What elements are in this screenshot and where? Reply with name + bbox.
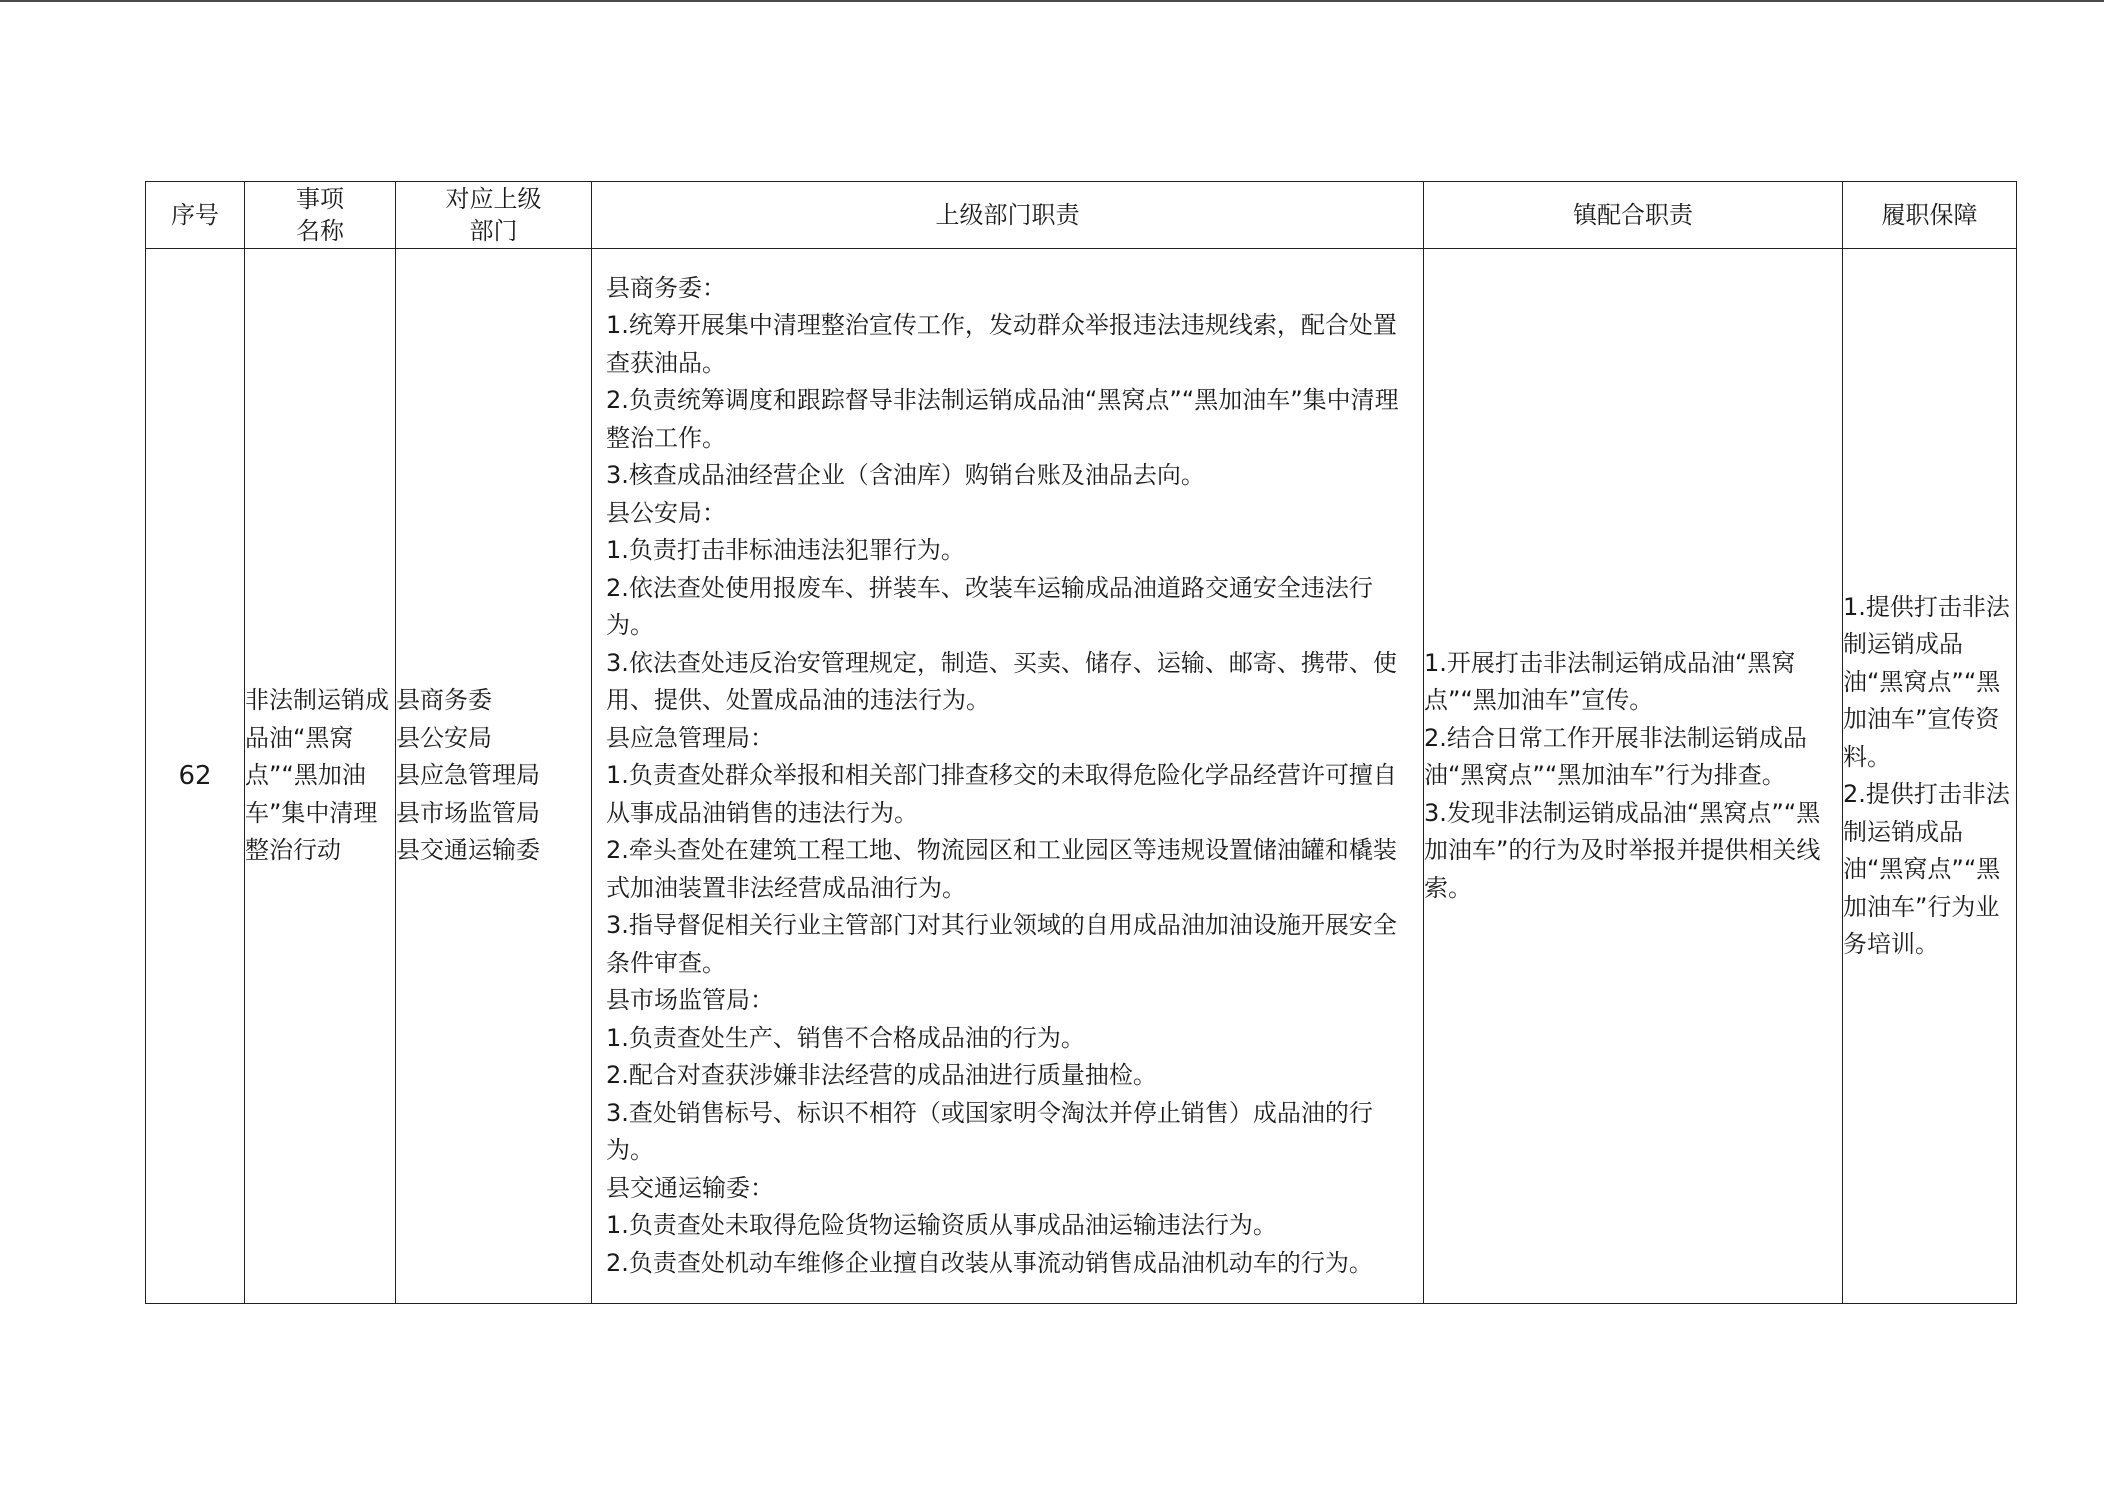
department-item: 县应急管理局 [396,761,540,790]
upper-duty-item: 1.负责查处生产、销售不合格成品油的行为。 [606,1023,1085,1052]
upper-duty-item: 县公安局： [606,498,726,527]
header-upper-duty: 上级部门职责 [592,182,1424,249]
upper-duty-item: 1.统筹开展集中清理整治宣传工作，发动群众举报违法违规线索，配合处置查获油品。 [606,311,1397,377]
upper-duty-item: 2.负责统筹调度和跟踪督导非法制运销成品油“黑窝点”“黑加油车”集中清理整治工作。 [606,386,1399,452]
table-row [146,249,2017,1304]
upper-duty-item: 1.负责查处群众举报和相关部门排查移交的未取得危险化学品经营许可擅自从事成品油销售的违法行为。 [606,761,1397,827]
header-department-line1: 对应上级 [445,185,542,213]
upper-duty-item: 2.负责查处机动车维修企业擅自改装从事流动销售成品油机动车的行为。 [606,1248,1373,1277]
guarantee-item: 1.提供打击非法制运销成品油“黑窝点”“黑加油车”宣传资料。 [1843,592,2010,771]
upper-duty-item: 1.负责打击非标油违法犯罪行为。 [606,536,965,565]
header-guarantee: 履职保障 [1843,182,2017,249]
row-town-duties [1424,249,1843,1304]
upper-duty-item: 1.负责查处未取得危险货物运输资质从事成品油运输违法行为。 [606,1211,1277,1240]
upper-duty-item: 县商务委： [606,273,726,302]
row-item-name: 非法制运销成品油“黑窝点”“黑加油车”集中清理整治行动 [245,249,396,1304]
upper-duty-item: 县交通运输委： [606,1173,774,1202]
department-item: 县市场监管局 [396,798,540,827]
header-department-line2: 部门 [469,217,518,245]
department-item: 县公安局 [396,723,492,752]
upper-duty-item: 县市场监管局： [606,986,774,1015]
duty-table [145,181,2017,1304]
upper-duty-item: 3.查处销售标号、标识不相符（或国家明令淘汰并停止销售）成品油的行为。 [606,1098,1373,1165]
header-department [396,182,592,249]
upper-duty-item: 2.配合对查获涉嫌非法经营的成品油进行质量抽检。 [606,1061,1157,1090]
page-top-border [0,0,2104,2]
row-departments [396,249,592,1304]
department-item: 县商务委 [396,686,492,715]
upper-duty-item: 3.核查成品油经营企业（含油库）购销台账及油品去向。 [606,461,1205,490]
upper-duty-item: 3.依法查处违反治安管理规定，制造、买卖、储存、运输、邮寄、携带、使用、提供、处置成品油的违法行为。 [606,648,1397,715]
guarantee-item: 2.提供打击非法制运销成品油“黑窝点”“黑加油车”行为业务培训。 [1843,780,2010,958]
header-item-name-line1: 事项 [296,185,344,213]
upper-duty-item: 3.指导督促相关行业主管部门对其行业领域的自用成品油加油设施开展安全条件审查。 [606,911,1397,977]
header-row [146,182,2017,249]
header-town-duty: 镇配合职责 [1424,182,1843,249]
header-index: 序号 [146,182,245,249]
department-item: 县交通运输委 [396,836,540,865]
town-duty-item: 2.结合日常工作开展非法制运销成品油“黑窝点”“黑加油车”行为排查。 [1424,723,1807,790]
row-index: 62 [146,249,245,1304]
header-item-name [245,182,396,249]
header-item-name-line2: 名称 [296,217,344,245]
row-upper-duties [592,249,1424,1304]
upper-duty-item: 县应急管理局： [606,723,774,752]
upper-duty-item: 2.牵头查处在建筑工程工地、物流园区和工业园区等违规设置储油罐和橇装式加油装置非法经营成品油行为。 [606,836,1397,902]
row-guarantees [1843,249,2017,1304]
town-duty-item: 1.开展打击非法制运销成品油“黑窝点”“黑加油车”宣传。 [1424,648,1796,715]
upper-duty-item: 2.依法查处使用报废车、拼装车、改装车运输成品油道路交通安全违法行为。 [606,573,1373,640]
town-duty-item: 3.发现非法制运销成品油“黑窝点”“黑加油车”的行为及时举报并提供相关线索。 [1424,798,1821,902]
